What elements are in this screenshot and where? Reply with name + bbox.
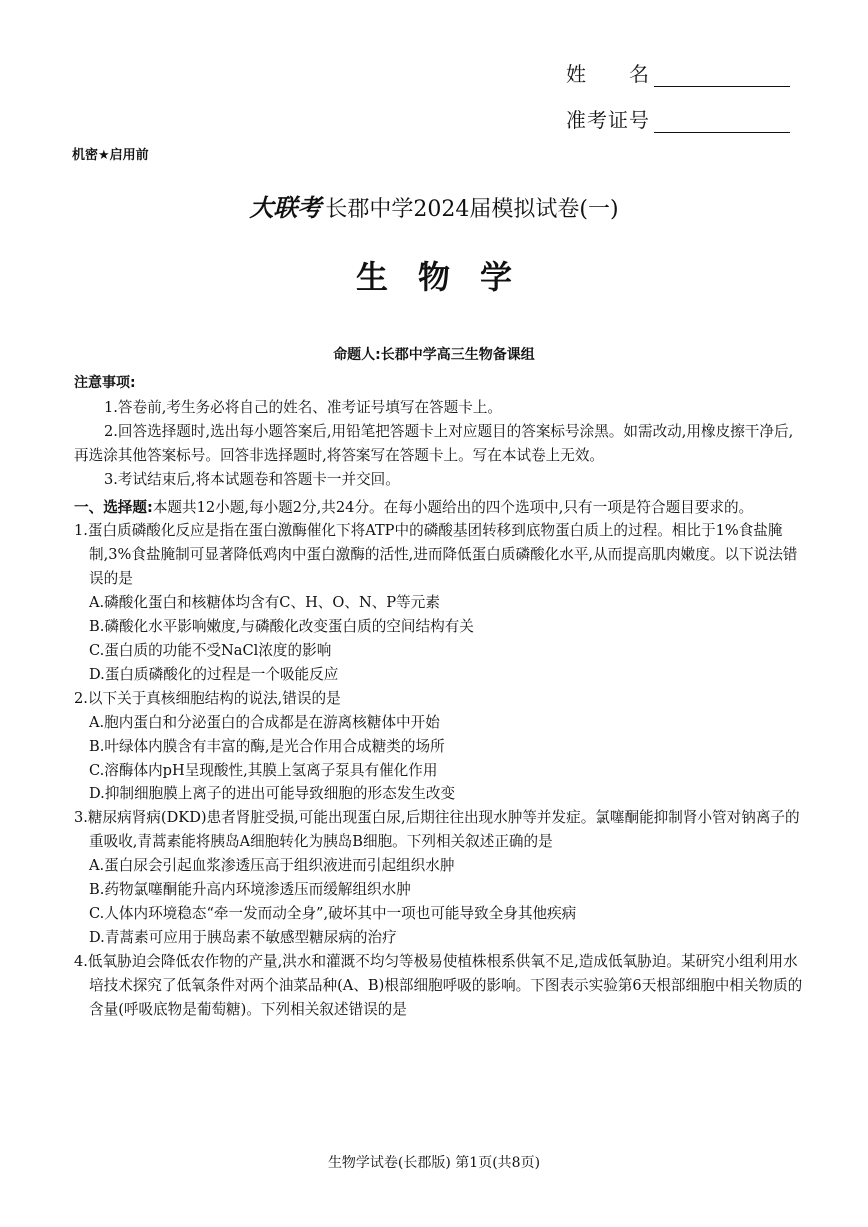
section-label: 一、选择题:: [74, 498, 153, 516]
option-item: C.溶酶体内pH呈现酸性,其膜上氢离子泵具有催化作用: [89, 761, 438, 779]
exam-id-blank[interactable]: [654, 110, 790, 133]
title-brand: 大联考: [249, 193, 322, 222]
option-item: C.蛋白质的功能不受NaCl浓度的影响: [89, 641, 332, 659]
option-item: A.胞内蛋白和分泌蛋白的合成都是在游离核糖体中开始: [89, 713, 440, 731]
notice-item: 3.考试结束后,将本试题卷和答题卡一并交回。: [104, 470, 400, 488]
author-line: 命题人:长郡中学高三生物备课组: [333, 347, 535, 363]
title-text: 长郡中学2024届模拟试卷(一): [325, 197, 619, 222]
subject-title: 生物学: [355, 258, 542, 296]
exam-id-label: 准考证号: [566, 108, 650, 132]
name-blank[interactable]: [654, 64, 790, 87]
notice-heading: 注意事项:: [74, 375, 136, 391]
question-stem: 2.以下关于真核细胞结构的说法,错误的是: [74, 689, 341, 707]
exam-title: [0, 188, 868, 223]
option-item: D.蛋白质磷酸化的过程是一个吸能反应: [89, 665, 339, 683]
option-item: D.青蒿素可应用于胰岛素不敏感型糖尿病的治疗: [89, 928, 397, 946]
option-item: C.人体内环境稳态“牵一发而动全身”,破坏其中一项也可能导致全身其他疾病: [89, 904, 577, 922]
option-item: B.磷酸化水平影响嫩度,与磷酸化改变蛋白质的空间结构有关: [89, 618, 474, 636]
question-stem: 3.糖尿病肾病(DKD)患者肾脏受损,可能出现蛋白尿,后期往往出现水肿等并发症。氯噻酮能抑制肾小管对钠离子的重吸收,青蒿素能将胰岛A细胞转化为胰岛B细胞。下列相关叙述正确的是: [74, 809, 800, 851]
name-label: 姓 名: [566, 62, 650, 86]
option-item: A.蛋白尿会引起血浆渗透压高于组织液进而引起组织水肿: [89, 857, 455, 875]
exam-id-field[interactable]: [566, 104, 790, 133]
exam-body: [74, 372, 804, 1021]
notice-item: 1.答卷前,考生务必将自己的姓名、准考证号填写在答题卡上。: [104, 398, 503, 416]
option-item: A.磷酸化蛋白和核糖体均含有C、H、O、N、P等元素: [89, 594, 440, 612]
secret-mark: 机密★启用前: [72, 148, 149, 163]
option-item: D.抑制细胞膜上离子的进出可能导致细胞的形态发生改变: [89, 785, 456, 803]
section-heading: [74, 496, 804, 520]
option-item: B.药物氯噻酮能升高内环境渗透压而缓解组织水肿: [89, 881, 411, 899]
question-stem: 1.蛋白质磷酸化反应是指在蛋白激酶催化下将ATP中的磷酸基团转移到底物蛋白质上的过程。相比于1%食盐腌制,3%食盐腌制可显著降低鸡肉中蛋白激酶的活性,进而降低蛋白质磷酸化水平,从而提高肌肉嫩度。以下说法错误的是: [74, 522, 798, 588]
notice-item: 2.回答选择题时,选出每小题答案后,用铅笔把答题卡上对应题目的答案标号涂黑。如需改动,用橡皮擦干净后,再选涂其他答案标号。回答非选择题时,将答案写在答题卡上。写在本试卷上无效。: [74, 422, 794, 464]
section-instruction: 本题共12小题,每小题2分,共24分。在每小题给出的四个选项中,只有一项是符合题目要求的。: [152, 498, 754, 516]
option-item: B.叶绿体内膜含有丰富的酶,是光合作用合成糖类的场所: [89, 737, 445, 755]
question-stem: 4.低氧胁迫会降低农作物的产量,洪水和灌溉不均匀等极易使植株根系供氧不足,造成低氧胁迫。某研究小组利用水培技术探究了低氧条件对两个油菜品种(A、B)根部细胞呼吸的影响。下图表示实验第6天根部细胞中相关物质的含量(呼吸底物是葡萄糖)。下列相关叙述错误的是: [74, 952, 803, 1018]
page-footer: 生物学试卷(长郡版) 第1页(共8页): [327, 1155, 541, 1171]
name-field[interactable]: [566, 58, 790, 87]
